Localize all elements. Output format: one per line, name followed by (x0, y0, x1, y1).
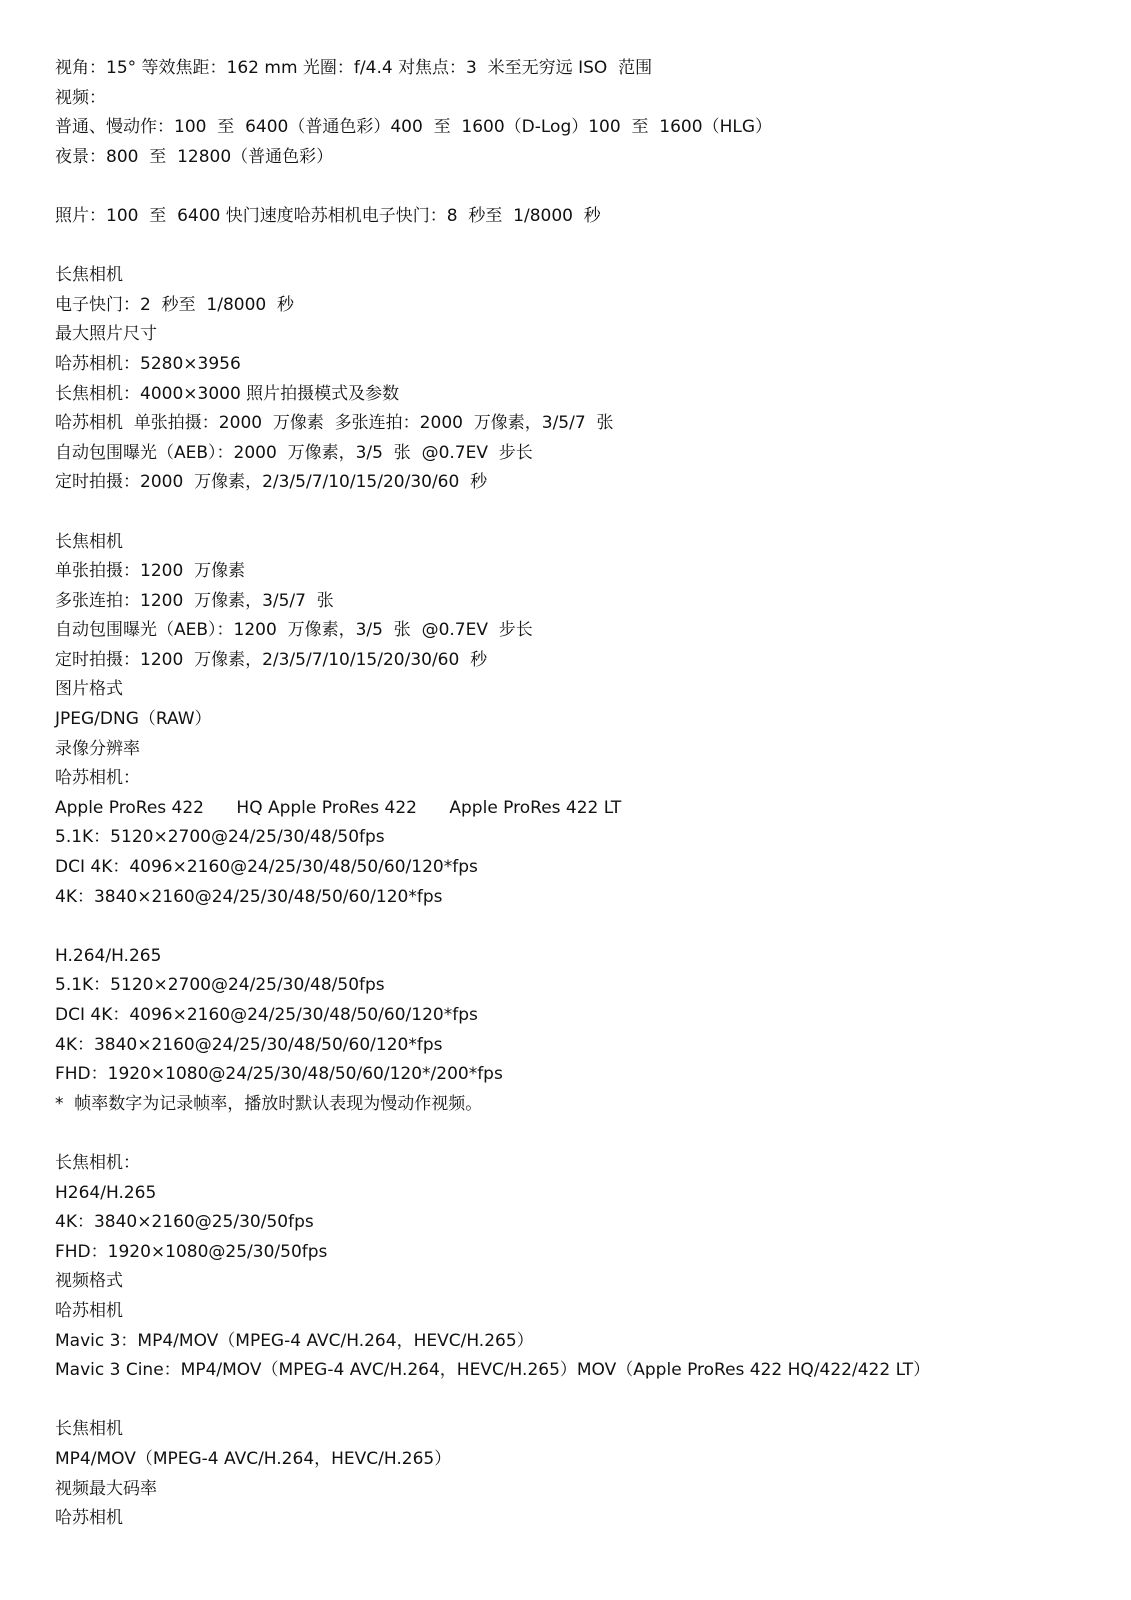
section-heading: 长焦相机 (55, 531, 123, 552)
blank-line (55, 232, 1095, 262)
text-line: 单张拍摄：1200 万像素 (55, 561, 246, 582)
blank-line (55, 172, 1095, 202)
text-line: 夜景：800 至 12800（普通色彩） (55, 146, 334, 167)
text-line: 长焦相机：4000×3000 照片拍摄模式及参数 (55, 383, 400, 404)
document-body (55, 54, 1095, 1534)
text-line: DCI 4K：4096×2160@24/25/30/48/50/60/120*fps (55, 857, 478, 878)
text-line: MP4/MOV（MPEG-4 AVC/H.264，HEVC/H.265） (55, 1448, 452, 1469)
section-heading: 录像分辨率 (55, 738, 140, 759)
text-line: JPEG/DNG（RAW） (55, 709, 212, 730)
text-line: 哈苏相机 (55, 1300, 123, 1321)
text-line: Mavic 3：MP4/MOV（MPEG-4 AVC/H.264，HEVC/H.265） (55, 1330, 534, 1351)
text-line: DCI 4K：4096×2160@24/25/30/48/50/60/120*fps (55, 1005, 478, 1025)
blank-line (55, 498, 1095, 528)
text-line: 5.1K：5120×2700@24/25/30/48/50fps (55, 827, 385, 848)
text-line: H264/H.265 (55, 1182, 157, 1203)
section-heading: 长焦相机 (55, 1419, 123, 1440)
section-heading: 最大照片尺寸 (55, 324, 157, 345)
text-line: 定时拍摄：2000 万像素，2/3/5/7/10/15/20/30/60 秒 (55, 472, 488, 493)
text-line: 定时拍摄：1200 万像素，2/3/5/7/10/15/20/30/60 秒 (55, 649, 488, 670)
blank-line (55, 1386, 1095, 1416)
text-line: 视角：15° 等效焦距：162 mm 光圈：f/4.4 对焦点：3 米至无穷远 ISO 范围 (55, 58, 653, 78)
text-line: FHD：1920×1080@25/30/50fps (55, 1241, 328, 1262)
text-line: Apple ProRes 422 HQ Apple ProRes 422 Apple ProRes 422 LT (55, 797, 622, 818)
text-line: FHD：1920×1080@24/25/30/48/50/60/120*/200*fps (55, 1064, 503, 1085)
section-heading: 视频最大码率 (55, 1478, 157, 1499)
text-line: 4K：3840×2160@25/30/50fps (55, 1212, 314, 1233)
text-line: 哈苏相机 单张拍摄：2000 万像素 多张连拍：2000 万像素，3/5/7 张 (55, 413, 614, 434)
text-line: 视频： (55, 87, 106, 108)
text-line: 哈苏相机： (55, 768, 140, 789)
text-line: 哈苏相机：5280×3956 (55, 353, 241, 374)
text-line: H.264/H.265 (55, 945, 162, 966)
text-line: 哈苏相机 (55, 1508, 123, 1529)
text-line: 普通、慢动作：100 至 6400（普通色彩）400 至 1600（D-Log）100 至 1600（HLG） (55, 117, 772, 138)
text-line: 多张连拍：1200 万像素，3/5/7 张 (55, 590, 334, 611)
blank-line (55, 912, 1095, 942)
section-heading: 图片格式 (55, 679, 123, 700)
blank-line (55, 1119, 1095, 1149)
footnote-line: * 帧率数字为记录帧率，播放时默认表现为慢动作视频。 (55, 1093, 483, 1114)
section-heading: 长焦相机 (55, 265, 123, 286)
text-line: 4K：3840×2160@24/25/30/48/50/60/120*fps (55, 1034, 443, 1055)
text-line: 自动包围曝光（AEB）：2000 万像素，3/5 张 @0.7EV 步长 (55, 442, 533, 463)
text-line: 4K：3840×2160@24/25/30/48/50/60/120*fps (55, 886, 443, 907)
section-heading: 长焦相机： (55, 1152, 140, 1173)
section-heading: 视频格式 (55, 1271, 123, 1292)
text-line: 自动包围曝光（AEB）：1200 万像素，3/5 张 @0.7EV 步长 (55, 620, 533, 641)
text-line: Mavic 3 Cine：MP4/MOV（MPEG-4 AVC/H.264，HEVC/H.265）MOV（Apple ProRes 422 HQ/422/422 LT） (55, 1360, 931, 1381)
text-line: 5.1K：5120×2700@24/25/30/48/50fps (55, 975, 385, 996)
text-line: 电子快门：2 秒至 1/8000 秒 (55, 294, 295, 315)
text-line: 照片：100 至 6400 快门速度哈苏相机电子快门：8 秒至 1/8000 秒 (55, 205, 601, 226)
